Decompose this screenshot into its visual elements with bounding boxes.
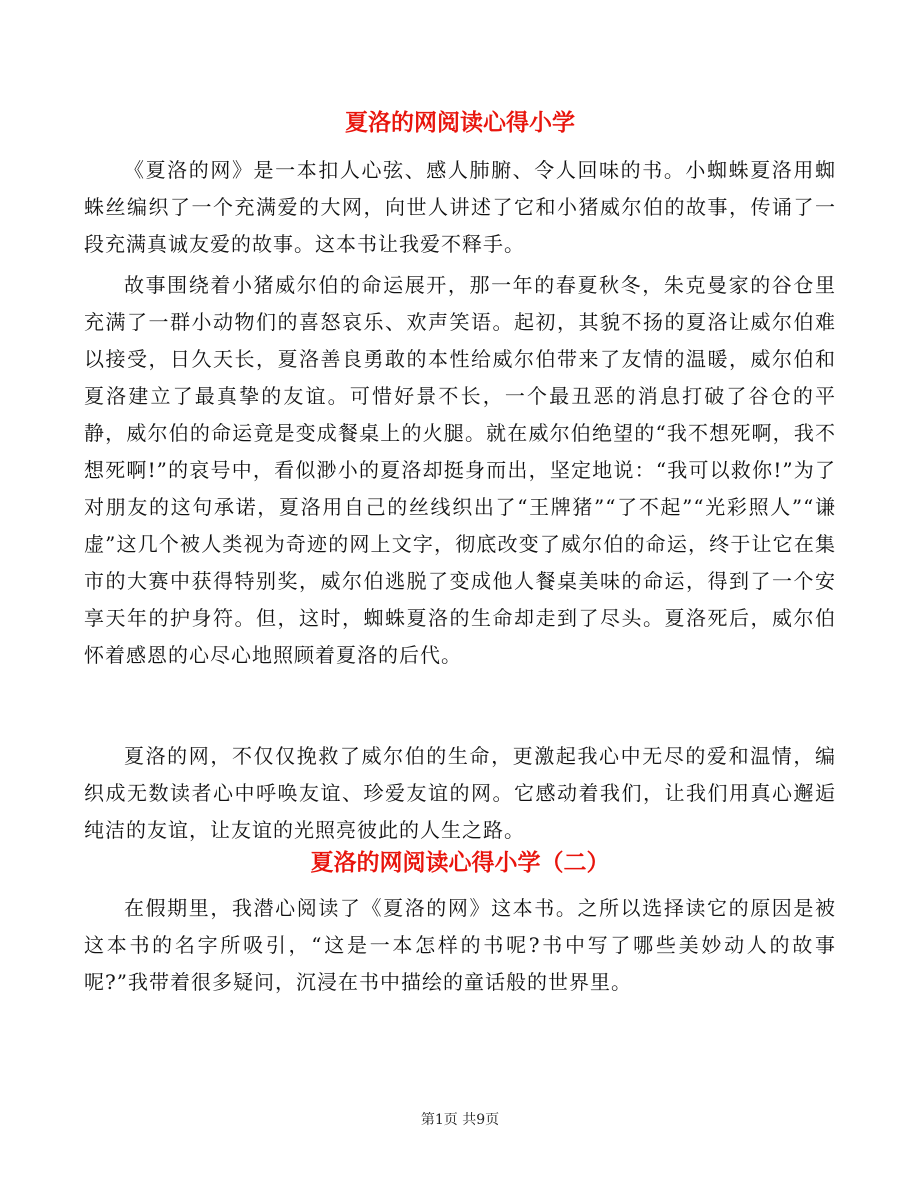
section-title-2: 夏洛的网阅读心得小学（二）	[310, 849, 610, 876]
paragraph-intro: 《夏洛的网》是一本扣人心弦、感人肺腑、令人回味的书。小蜘蛛夏洛用蜘蛛丝编织了一个充满爱的大网，向世人讲述了它和小猪威尔伯的故事，传诵了一段充满真诚友爱的故事。这本书让我爱不释手。	[84, 158, 836, 256]
paragraph-section-2: 在假期里，我潜心阅读了《夏洛的网》这本书。之所以选择读它的原因是被这本书的名字所吸引，“这是一本怎样的书呢?书中写了哪些美妙动人的故事呢?”我带着很多疑问，沉浸在书中描绘的童话般的世界里。	[84, 896, 836, 994]
paragraph-reflection: 夏洛的网，不仅仅挽救了威尔伯的生命，更激起我心中无尽的爱和温情，编织成无数读者心中呼唤友谊、珍爱友谊的网。它感动着我们，让我们用真心邂逅纯洁的友谊，让友谊的光照亮彼此的人生之路。	[84, 744, 836, 842]
page-footer: 第1页 共9页	[420, 1112, 500, 1128]
paragraph-story: 故事围绕着小猪威尔伯的命运展开，那一年的春夏秋冬，朱克曼家的谷仓里充满了一群小动物们的喜怒哀乐、欢声笑语。起初，其貌不扬的夏洛让威尔伯难以接受，日久天长，夏洛善良勇敢的本性给威尔伯带来了友情的温暖，威尔伯和夏洛建立了最真挚的友谊。可惜好景不长，一个最丑恶的消息打破了谷仓的平静，威尔伯的命运竟是变成餐桌上的火腿。就在威尔伯绝望的“我不想死啊，我不想死啊!”的哀号中，看似渺小的夏洛却挺身而出，坚定地说：“我可以救你!”为了对朋友的这句承诺，夏洛用自己的丝线织出了“王牌猪”“了不起”“光彩照人”“谦虚”这几个被人类视为奇迹的网上文字，彻底改变了威尔伯的命运，终于让它在集市的大赛中获得特别奖，威尔伯逃脱了变成他人餐桌美味的命运，得到了一个安享天年的护身符。但，这时，蜘蛛夏洛的生命却走到了尽头。夏洛死后，威尔伯怀着感恩的心尽心地照顾着夏洛的后代。	[84, 273, 836, 667]
document-title: 夏洛的网阅读心得小学	[345, 109, 575, 136]
